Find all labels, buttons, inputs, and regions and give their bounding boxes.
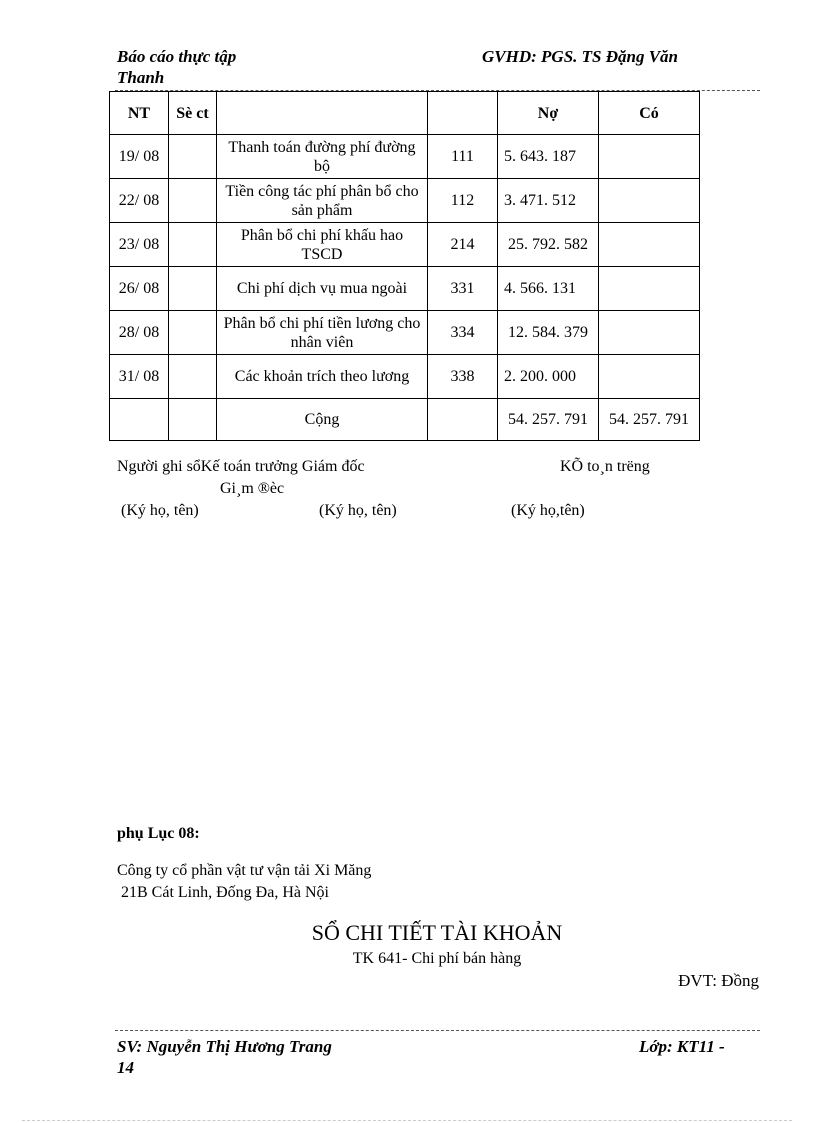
cell-debit: 3. 471. 512 <box>498 179 599 223</box>
table-row <box>110 267 700 311</box>
signature-titles: Người ghi sổKế toán trưởng Giám đốc <box>117 458 365 475</box>
cell-voucher <box>169 399 217 441</box>
table-row <box>110 355 700 399</box>
cell-description: Tiền công tác phí phân bổ cho sản phẩm <box>217 179 428 223</box>
student-name-continued: 14 <box>117 1058 134 1077</box>
cell-account: 214 <box>428 223 498 267</box>
cell-description: Phân bổ chi phí khấu hao TSCD <box>217 223 428 267</box>
table-header-row <box>110 92 700 135</box>
col-header-so-ct: Sè ct <box>169 92 217 135</box>
currency-unit: ĐVT: Đồng <box>678 971 759 990</box>
signature-note-recorder: (Ký họ, tên) <box>121 502 199 519</box>
class-name: Lớp: KT11 - <box>639 1037 725 1056</box>
signature-note-director: (Ký họ,tên) <box>511 502 585 519</box>
cell-voucher <box>169 267 217 311</box>
cell-debit: 4. 566. 131 <box>498 267 599 311</box>
cell-date: 22/ 08 <box>110 179 169 223</box>
page-edge <box>22 1120 792 1121</box>
col-header-description <box>217 92 428 135</box>
cell-credit <box>599 179 700 223</box>
table-row <box>110 179 700 223</box>
col-header-nt: NT <box>110 92 169 135</box>
total-label: Cộng <box>217 399 428 441</box>
cell-account: 331 <box>428 267 498 311</box>
signature-title-legacy: KÕ to¸n trëng <box>560 458 650 475</box>
report-title: Báo cáo thực tập <box>117 47 237 66</box>
total-credit: 54. 257. 791 <box>599 399 700 441</box>
student-name: SV: Nguyễn Thị Hương Trang <box>117 1037 332 1056</box>
table-row <box>110 135 700 179</box>
cell-account: 112 <box>428 179 498 223</box>
cell-credit <box>599 267 700 311</box>
cell-account: 334 <box>428 311 498 355</box>
ledger-table <box>109 91 700 441</box>
cell-account: 338 <box>428 355 498 399</box>
cell-description: Thanh toán đường phí đường bộ <box>217 135 428 179</box>
cell-credit <box>599 223 700 267</box>
cell-date: 28/ 08 <box>110 311 169 355</box>
cell-date: 26/ 08 <box>110 267 169 311</box>
cell-credit <box>599 311 700 355</box>
footer-divider <box>115 1030 760 1031</box>
cell-credit <box>599 135 700 179</box>
cell-account: 111 <box>428 135 498 179</box>
cell-debit: 5. 643. 187 <box>498 135 599 179</box>
company-address: 21B Cát Linh, Đống Đa, Hà Nội <box>121 884 329 901</box>
col-header-debit: Nợ <box>498 92 599 135</box>
cell-date: 31/ 08 <box>110 355 169 399</box>
company-name: Công ty cổ phần vật tư vận tải Xi Măng <box>117 862 372 879</box>
cell-voucher <box>169 311 217 355</box>
signature-note-chief-accountant: (Ký họ, tên) <box>319 502 397 519</box>
appendix-label: phụ Lục 08: <box>117 825 200 842</box>
total-debit: 54. 257. 791 <box>498 399 599 441</box>
col-header-credit: Có <box>599 92 700 135</box>
ledger-title: SỔ CHI TIẾT TÀI KHOẢN <box>311 920 563 945</box>
col-header-account <box>428 92 498 135</box>
cell-description: Phân bổ chi phí tiền lương cho nhân viên <box>217 311 428 355</box>
cell-voucher <box>169 223 217 267</box>
cell-credit <box>599 355 700 399</box>
signature-title-director: Gi¸m ®èc <box>220 480 285 497</box>
cell-debit: 25. 792. 582 <box>498 223 599 267</box>
cell-account <box>428 399 498 441</box>
cell-date: 19/ 08 <box>110 135 169 179</box>
advisor-name: GVHD: PGS. TS Đặng Văn <box>482 47 679 66</box>
cell-debit: 2. 200. 000 <box>498 355 599 399</box>
cell-voucher <box>169 135 217 179</box>
cell-date <box>110 399 169 441</box>
table-total-row <box>110 399 700 441</box>
cell-voucher <box>169 179 217 223</box>
ledger-subtitle: TK 641- Chi phí bán hàng <box>352 950 522 967</box>
cell-description: Chi phí dịch vụ mua ngoài <box>217 267 428 311</box>
table-row <box>110 223 700 267</box>
table-row <box>110 311 700 355</box>
cell-voucher <box>169 355 217 399</box>
report-title-continued: Thanh <box>117 68 165 87</box>
cell-debit: 12. 584. 379 <box>498 311 599 355</box>
cell-description: Các khoản trích theo lương <box>217 355 428 399</box>
cell-date: 23/ 08 <box>110 223 169 267</box>
